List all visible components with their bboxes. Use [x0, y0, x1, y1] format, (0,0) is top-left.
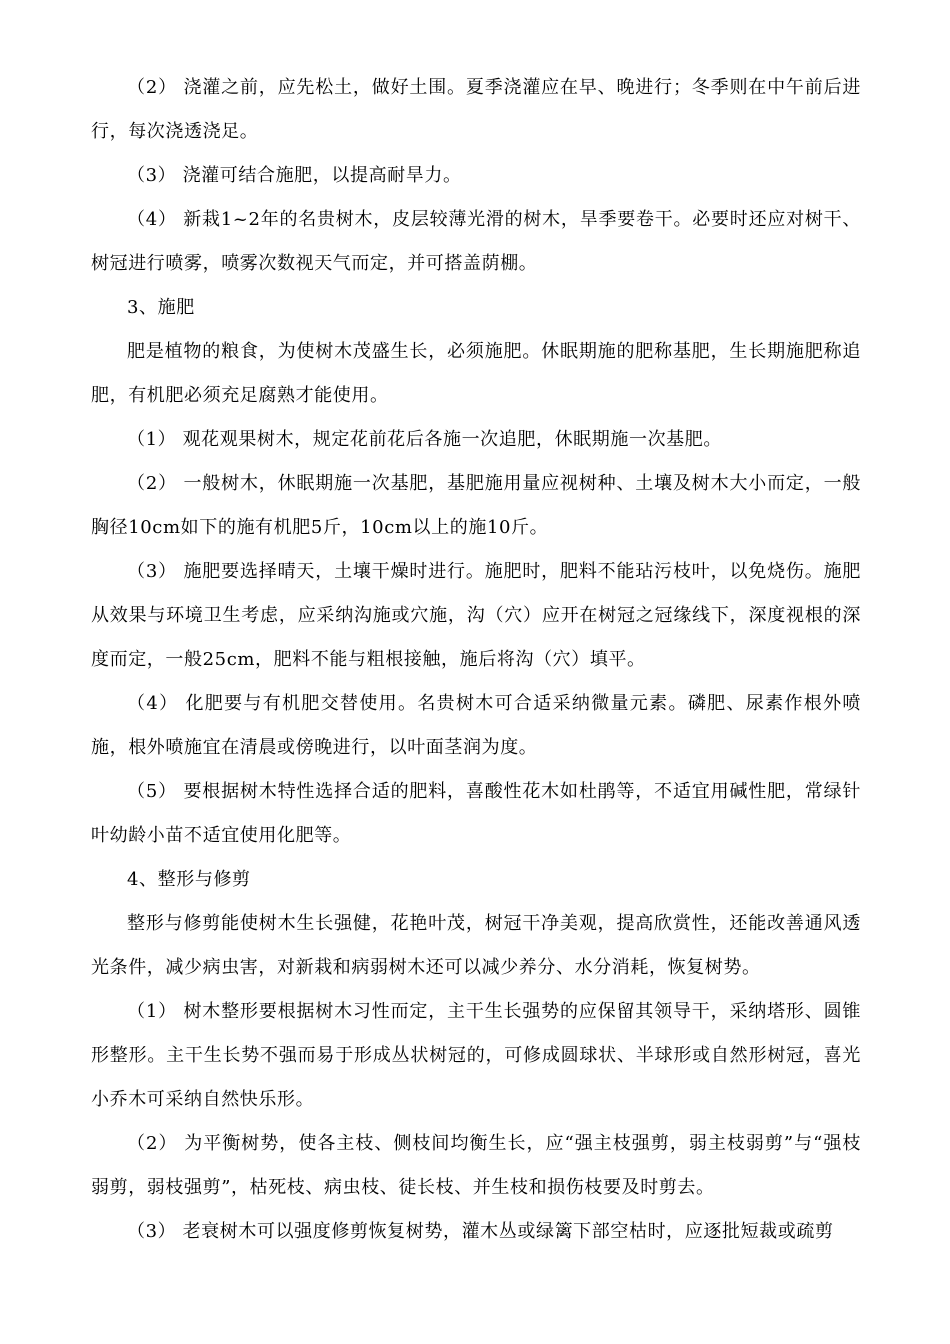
paragraph-fertilizing-intro: 肥是植物的粮食，为使树木茂盛生长，必须施肥。休眠期施的肥称基肥，生长期施肥称追肥，有机肥必须充足腐熟才能使用。 [91, 341, 861, 406]
paragraph-pruning-intro: 整形与修剪能使树木生长强健，花艳叶茂，树冠干净美观，提高欣赏性，还能改善通风透光条件，减少病虫害，对新栽和病弱树木还可以减少养分、水分消耗，恢复树势。 [91, 913, 861, 978]
paragraph-watering-3: （3） 浇灌可结合施肥，以提高耐旱力。 [127, 165, 462, 186]
paragraph-fertilizing-2: （2） 一般树木，休眠期施一次基肥，基肥施用量应视树种、土壤及树木大小而定，一般胸径10cm如下的施有机肥5斤，10cm以上的施10斤。 [91, 473, 861, 538]
paragraph-watering-2: （2） 浇灌之前，应先松土，做好土围。夏季浇灌应在早、晚进行；冬季则在中午前后进行，每次浇透浇足。 [91, 77, 861, 142]
paragraph-pruning-3: （3） 老衰树木可以强度修剪恢复树势，灌木丛或绿篱下部空枯时，应逐批短裁或疏剪 [127, 1221, 834, 1242]
section-heading-fertilizing: 3、施肥 [127, 297, 195, 318]
paragraph-fertilizing-1: （1） 观花观果树木，规定花前花后各施一次追肥，休眠期施一次基肥。 [127, 429, 722, 450]
paragraph-watering-4: （4） 新栽1~2年的名贵树木，皮层较薄光滑的树木，旱季要卷干。必要时还应对树干、树冠进行喷雾，喷雾次数视天气而定，并可搭盖荫棚。 [91, 209, 861, 274]
paragraph-fertilizing-4: （4） 化肥要与有机肥交替使用。名贵树木可合适采纳微量元素。磷肥、尿素作根外喷施，根外喷施宜在清晨或傍晚进行，以叶面茎润为度。 [91, 693, 861, 758]
paragraph-pruning-1: （1） 树木整形要根据树木习性而定，主干生长强势的应保留其领导干，采纳塔形、圆锥形整形。主干生长势不强而易于形成丛状树冠的，可修成圆球状、半球形或自然形树冠，喜光小乔木可采纳自然快乐形。 [91, 1001, 861, 1110]
paragraph-fertilizing-3: （3） 施肥要选择晴天，土壤干燥时进行。施肥时，肥料不能玷污枝叶，以免烧伤。施肥从效果与环境卫生考虑，应采纳沟施或穴施，沟（穴）应开在树冠之冠缘线下，深度视根的深度而定，一般25cm，肥料不能与粗根接触，施后将沟（穴）填平。 [91, 561, 861, 670]
paragraph-pruning-2: （2） 为平衡树势，使各主枝、侧枝间均衡生长，应“强主枝强剪，弱主枝弱剪”与“强枝弱剪，弱枝强剪”，枯死枝、病虫枝、徒长枝、并生枝和损伤枝要及时剪去。 [91, 1133, 861, 1198]
paragraph-fertilizing-5: （5） 要根据树木特性选择合适的肥料，喜酸性花木如杜鹃等，不适宜用碱性肥，常绿针叶幼龄小苗不适宜使用化肥等。 [91, 781, 861, 846]
section-heading-pruning: 4、整形与修剪 [127, 869, 251, 890]
